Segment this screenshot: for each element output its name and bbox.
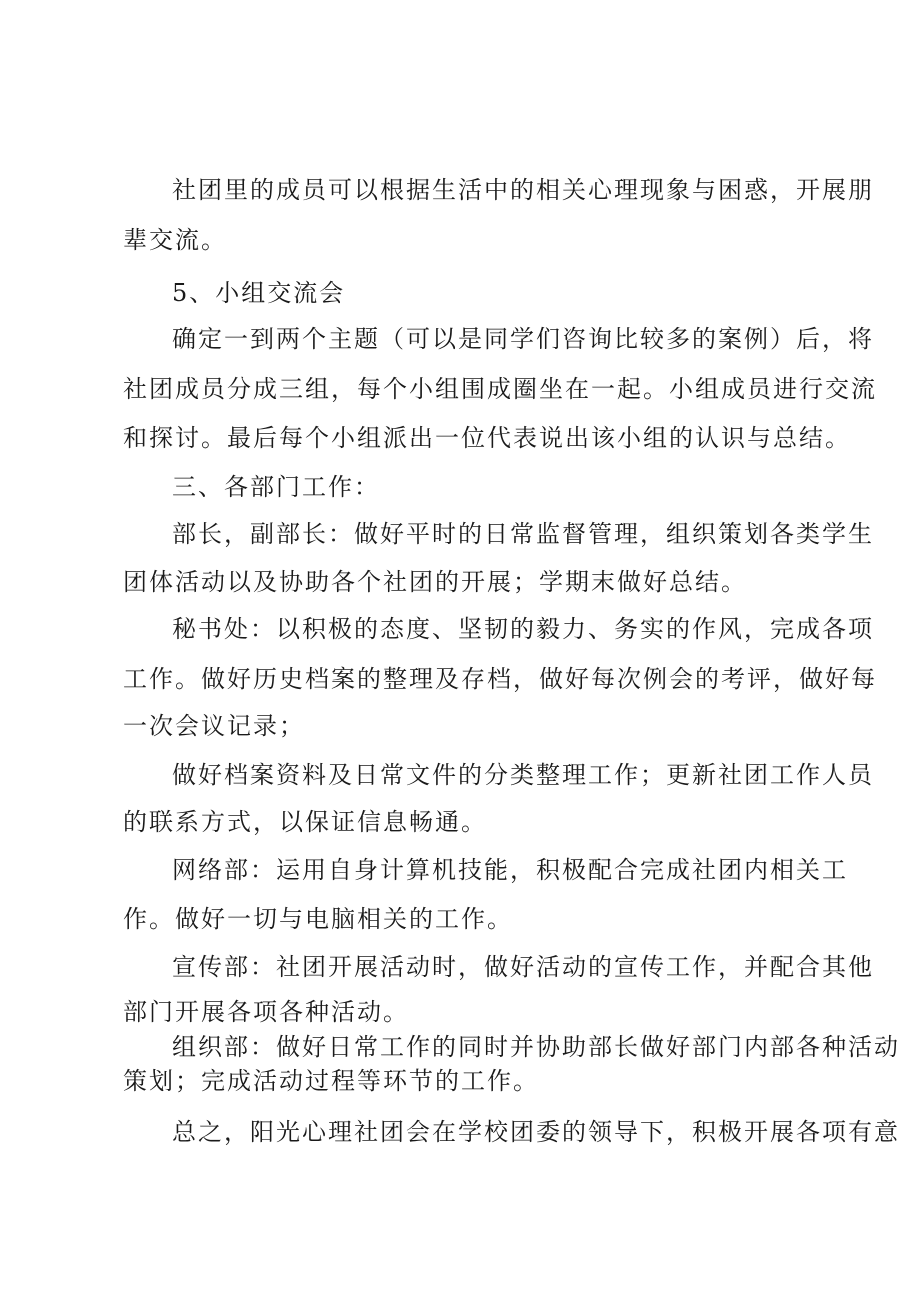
paragraph-line: 部长，副部长：做好平时的日常监督管理，组织策划各类学生 [172,520,874,548]
paragraph-line: 做好档案资料及日常文件的分类整理工作；更新社团工作人员 [172,761,874,789]
paragraph-line: 的联系方式，以保证信息畅通。 [123,808,487,836]
paragraph-line: 辈交流。 [123,226,227,254]
paragraph-line: 部门开展各项各种活动。 [123,998,409,1026]
paragraph-line: 秘书处：以积极的态度、坚韧的毅力、务实的作风，完成各项 [172,615,874,643]
paragraph-line: 总之，阳光心理社团会在学校团委的领导下，积极开展各项有意 [172,1118,900,1146]
paragraph-line: 社团成员分成三组，每个小组围成圈坐在一起。小组成员进行交流 [123,375,877,403]
paragraph-line: 一次会议记录； [123,712,305,740]
paragraph-line: 策划；完成活动过程等环节的工作。 [123,1067,539,1095]
section-heading: 5、小组交流会 [172,279,346,307]
paragraph-line: 作。做好一切与电脑相关的工作。 [123,905,513,933]
paragraph-line: 工作。做好历史档案的整理及存档，做好每次例会的考评，做好每 [123,665,877,693]
paragraph-line: 组织部：做好日常工作的同时并协助部长做好部门内部各种活动 [172,1033,900,1061]
paragraph-line: 社团里的成员可以根据生活中的相关心理现象与困惑，开展朋 [172,176,874,204]
paragraph-line: 网络部：运用自身计算机技能，积极配合完成社团内相关工 [172,856,848,884]
paragraph-line: 和探讨。最后每个小组派出一位代表说出该小组的认识与总结。 [123,424,851,452]
paragraph-line: 确定一到两个主题（可以是同学们咨询比较多的案例）后，将 [172,325,874,353]
paragraph-line: 团体活动以及协助各个社团的开展；学期末做好总结。 [123,568,747,596]
paragraph-line: 宣传部：社团开展活动时，做好活动的宣传工作，并配合其他 [172,953,874,981]
section-heading: 三、各部门工作： [172,473,380,501]
